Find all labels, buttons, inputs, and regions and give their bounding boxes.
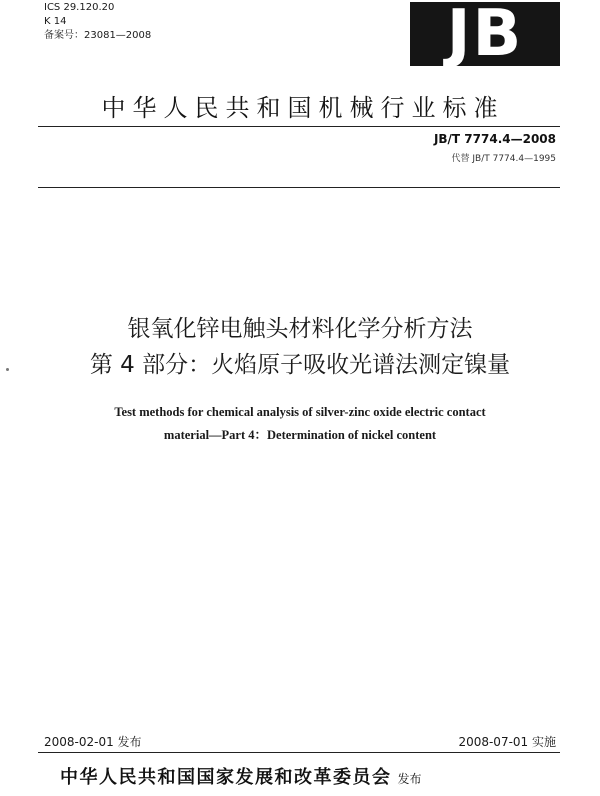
title-en-line1: Test methods for chemical analysis of silver-zinc oxide electric contact	[114, 405, 486, 419]
top-rule	[38, 126, 560, 127]
replaces-standard: 代替 JB/T 7774.4—1995	[451, 154, 556, 164]
title-en-line2: material—Part 4：Determination of nickel content	[163, 428, 437, 442]
ccs-code: K 14	[44, 16, 67, 27]
margin-speck	[6, 368, 9, 371]
publisher-line	[60, 763, 422, 789]
publisher-suffix: 发布	[397, 772, 422, 786]
publisher-name: 中华人民共和国国家发展和改革委员会	[60, 767, 392, 788]
title-cn-line2: 第 4 部分：火焰原子吸收光谱法测定镍量	[89, 352, 511, 378]
filing-number: 备案号：23081—2008	[44, 30, 152, 41]
title-cn-line1: 银氧化锌电触头材料化学分析方法	[127, 316, 473, 342]
issue-date: 2008-02-01 发布	[44, 735, 142, 749]
second-rule	[38, 187, 560, 188]
effective-date: 2008-07-01 实施	[458, 735, 556, 749]
ics-code: ICS 29.120.20	[44, 2, 115, 13]
standard-number: JB/T 7774.4—2008	[433, 132, 556, 146]
jb-logo: JB	[410, 2, 560, 66]
standard-category-title: 中华人民共和国机械行业标准	[101, 94, 505, 122]
bottom-rule	[38, 752, 560, 753]
